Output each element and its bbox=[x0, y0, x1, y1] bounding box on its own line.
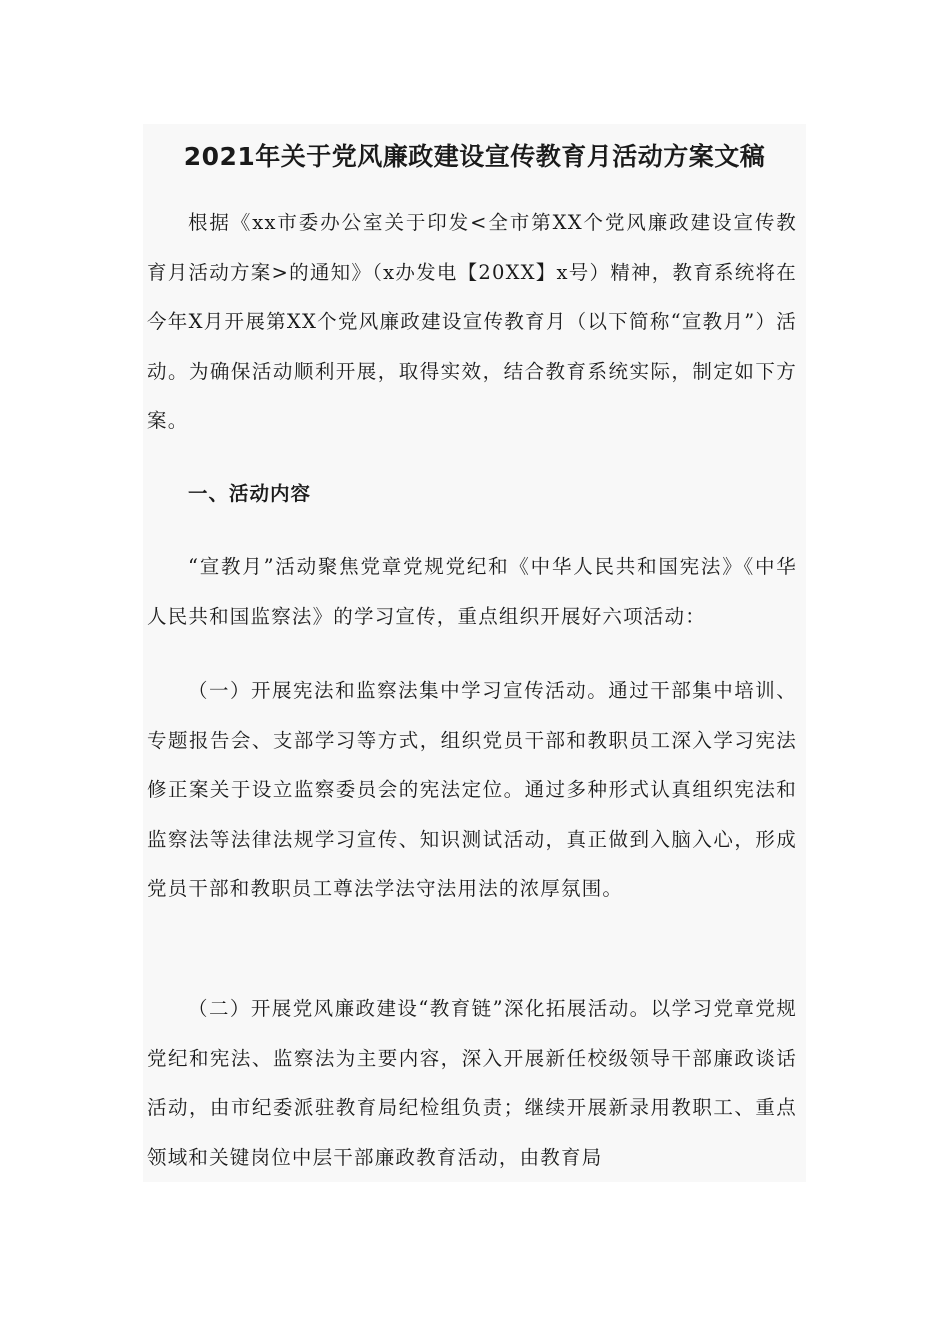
section-heading-activity-content: 一、活动内容 bbox=[188, 482, 312, 505]
document-title: 2021年关于党风廉政建设宣传教育月活动方案文稿 bbox=[183, 142, 766, 171]
intro-paragraph: 根据《xx市委办公室关于印发<全市第XX个党风廉政建设宣传教育月活动方案>的通知》（x办发电【20XX】x号）精神，教育系统将在今年X月开展第XX个党风廉政建设宣传教育月（以下简称“宣教月”）活动。为确保活动顺利开展，取得实效，结合教育系统实际，制定如下方案。 bbox=[147, 211, 797, 432]
document-page bbox=[143, 124, 806, 1182]
item-two-paragraph: （二）开展党风廉政建设“教育链”深化拓展活动。以学习党章党规党纪和宪法、监察法为主要内容，深入开展新任校级领导干部廉政谈话活动，由市纪委派驻教育局纪检组负责；继续开展新录用教职工、重点领域和关键岗位中层干部廉政教育活动，由教育局 bbox=[147, 997, 797, 1169]
item-one-paragraph: （一）开展宪法和监察法集中学习宣传活动。通过干部集中培训、专题报告会、支部学习等方式，组织党员干部和教职员工深入学习宪法修正案关于设立监察委员会的宪法定位。通过多种形式认真组织宪法和监察法等法律法规学习宣传、知识测试活动，真正做到入脑入心，形成党员干部和教职员工尊法学法守法用法的浓厚氛围。 bbox=[147, 679, 797, 900]
section-intro-paragraph: “宣教月”活动聚焦党章党规党纪和《中华人民共和国宪法》《中华人民共和国监察法》的学习宣传，重点组织开展好六项活动： bbox=[147, 555, 797, 628]
